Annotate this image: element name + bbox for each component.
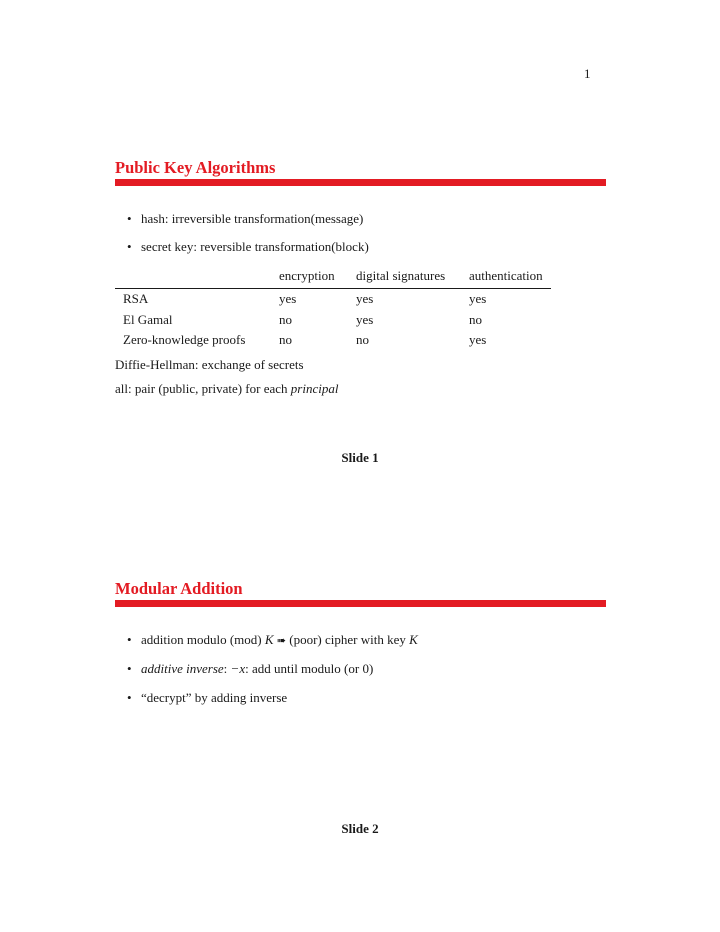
table-header-cell: encryption: [279, 268, 356, 289]
table-cell: no: [469, 311, 482, 327]
table-cell: no: [279, 311, 292, 327]
table-row: [115, 310, 551, 331]
bullet-text: :: [223, 661, 231, 676]
diffie-hellman-line: Diffie-Hellman: exchange of secrets: [115, 357, 304, 372]
table-cell: RSA: [123, 291, 149, 307]
table-cell: Zero-knowledge proofs: [123, 332, 246, 348]
bullet-text: addition modulo (mod): [141, 632, 265, 647]
table-header-cell: authentication: [469, 268, 551, 289]
table-cell: yes: [469, 291, 487, 307]
table-cell: no: [356, 332, 369, 348]
table-cell: yes: [469, 332, 487, 348]
variable-k: K: [264, 632, 274, 647]
table-cell: yes: [356, 311, 374, 327]
table-header-cell: [115, 268, 279, 289]
page-number: 1: [584, 66, 591, 81]
slide2-bullet-decrypt: [127, 690, 287, 706]
table-cell: El Gamal: [123, 311, 173, 327]
table-cell: yes: [356, 291, 374, 307]
slide2-title-bar: [115, 600, 606, 607]
principal-emphasis: principal: [290, 381, 339, 396]
slide2-bullet-inverse: [127, 661, 373, 677]
bullet-dot-icon: •: [127, 661, 132, 676]
bullet-dot-icon: •: [127, 211, 132, 226]
bullet-dot-icon: •: [127, 690, 132, 705]
bullet-text: hash: irreversible transformation(message): [141, 211, 364, 226]
key-pair-text: all: pair (public, private) for each: [115, 381, 291, 396]
table-header-row: [115, 268, 551, 289]
key-pair-line: [115, 381, 338, 397]
table-header-cell: digital signatures: [356, 268, 469, 289]
bullet-dot-icon: •: [127, 239, 132, 254]
slide2-title: Modular Addition: [115, 579, 243, 598]
bullet-text: secret key: reversible transformation(block): [141, 239, 369, 254]
slide2-label: Slide 2: [341, 821, 379, 836]
slide1-title: Public Key Algorithms: [115, 158, 276, 177]
implies-arrow-icon: ➠: [276, 634, 286, 647]
variable-k: K: [409, 632, 418, 647]
algorithm-table: [115, 268, 551, 351]
slide1-bullet-secret-key: [127, 239, 369, 255]
additive-inverse-term: additive inverse: [141, 661, 224, 676]
table-row: [115, 330, 551, 351]
slide1-title-bar: [115, 179, 606, 186]
negative-x: −x: [230, 661, 246, 676]
table-row: [115, 289, 551, 310]
table-cell: no: [279, 332, 292, 348]
bullet-text: “decrypt” by adding inverse: [141, 690, 288, 705]
bullet-text: : add until modulo (or 0): [245, 661, 374, 676]
slide1-bullet-hash: [127, 211, 363, 227]
table-cell: yes: [279, 291, 297, 307]
bullet-dot-icon: •: [127, 632, 132, 647]
bullet-text: (poor) cipher with key: [286, 632, 410, 647]
slide2-bullet-addition: [127, 632, 418, 648]
slide1-label: Slide 1: [341, 450, 379, 465]
